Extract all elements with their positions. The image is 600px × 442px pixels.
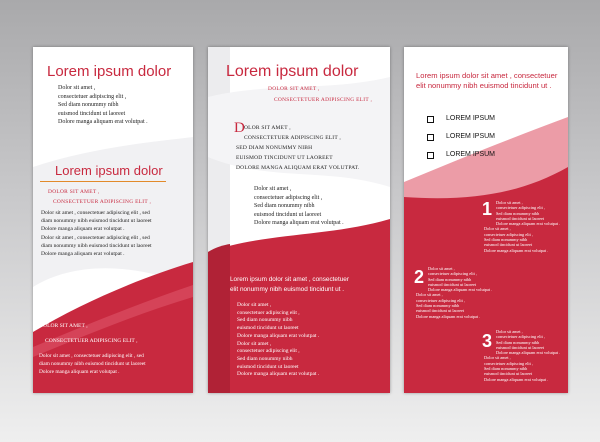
step-line: Dolor sit amet , xyxy=(484,355,511,361)
bottom-line: consectetuer adipiscing elit , xyxy=(237,348,300,355)
step-line: Dolore manga aliquam erat volutpat . xyxy=(416,313,481,319)
bottom-line: Sed diam nonummy nibh xyxy=(237,317,293,324)
step-line: euismod tincidunt ut laoreet xyxy=(484,242,533,248)
step-line: Dolor sit amet , xyxy=(428,266,455,271)
bottom-line: diam nonummy nibh euismod tincidunt ut laoreet xyxy=(39,361,146,367)
panel-middle-caption-2: CONSECTETUER ADIPISCING ELIT , xyxy=(274,97,373,103)
step-3-text xyxy=(484,329,560,382)
checklist-label-1: LOREM IPSUM xyxy=(446,115,496,122)
panel-left-subtitle: Lorem ipsum dolor xyxy=(55,163,163,178)
step-line: euismod tincidunt ut laoreet xyxy=(484,371,533,377)
step-number-1: 1 xyxy=(482,199,493,219)
step-1-text xyxy=(484,200,560,253)
bottom-line: Dolor sit amet , xyxy=(237,340,272,347)
bottom-line: Dolore manga aliquam erat volutpat . xyxy=(39,369,120,375)
step-line: Dolore manga aliquam erat volutpat . xyxy=(496,350,561,356)
bottom-line: Dolore manga aliquam erat volutpat . xyxy=(237,332,320,339)
orange-rule xyxy=(40,181,166,182)
panel-left-caps-2: CONSECTETUER ADIPISCING ELIT , xyxy=(45,338,138,344)
step-line: euismod tincidunt ut laoreet xyxy=(496,215,545,221)
intro-line: Sed diam nonummy nibh xyxy=(58,102,119,109)
checkbox-2[interactable] xyxy=(427,134,434,141)
mid-line: consectetuer adipiscing elit , xyxy=(254,194,323,201)
paragraph-line: diam nonummy nibh euismod tincidunt ut laoreet xyxy=(41,218,152,225)
step-line: Dolor sit amet , xyxy=(496,329,523,334)
brochure-panel-right xyxy=(404,47,568,393)
bottom-line: Dolor sit amet , xyxy=(237,302,272,308)
step-line: Dolor sit amet , xyxy=(496,200,523,205)
panel-right-heading xyxy=(416,71,557,91)
step-line: consectetuer adipiscing elit , xyxy=(416,297,465,303)
step-line: Sed diam nonummy nibh xyxy=(484,237,528,243)
mid-line: Sed diam nonummy nibh xyxy=(254,203,315,210)
intro-line: Dolore manga aliquam erat volutpat . xyxy=(58,119,148,126)
step-line: Dolor sit amet , xyxy=(416,292,443,298)
bottom-line: Sed diam nonummy nibh xyxy=(237,355,293,362)
bottom-line: Dolore manga aliquam erat volutpat . xyxy=(237,371,320,378)
step-line: consectetuer adipiscing elit , xyxy=(484,231,533,237)
caps-line: DOLORE MANGA ALIQUAM ERAT VOLUTPAT. xyxy=(236,165,360,171)
caps-line: EUISMOD TINCIDUNT UT LAOREET xyxy=(236,155,333,161)
checklist-label-3: LOREM IPSUM xyxy=(446,151,496,158)
step-line: Dolor sit amet , xyxy=(484,226,511,232)
paragraph-line: Dolor sit amet , consectetuer adipiscing elit , sed xyxy=(41,210,150,216)
panel-middle-bottom-text xyxy=(237,302,319,379)
caps-line: CONSECTETUER ADIPISCING ELIT , xyxy=(244,135,341,141)
panel-left-caption-2: CONSECTETUER ADIPISCING ELIT , xyxy=(53,199,152,205)
mid-line: euismod tincidunt ut laoreet xyxy=(254,211,322,218)
panel-left-paragraph xyxy=(41,209,152,258)
step-line: euismod tincidunt ut laoreet xyxy=(496,344,545,350)
paragraph-line: diam nonummy nibh euismod tincidunt ut laoreet xyxy=(41,242,152,249)
step-number-2: 2 xyxy=(414,267,425,287)
bottom-line: euismod tincidunt ut laoreet xyxy=(237,325,299,332)
intro-line: consectetuer adipiscing elit , xyxy=(58,93,127,100)
panel-left-title: Lorem ipsum dolor xyxy=(47,63,172,80)
bottom-line: euismod tincidunt ut laoreet xyxy=(237,363,299,370)
mid-line: Dolore manga aliquam erat volutpat . xyxy=(254,220,344,227)
bottom-line: Dolor sit amet , consectetuer adipiscing elit , sed xyxy=(39,353,144,359)
panel-middle-text xyxy=(254,185,344,228)
panel-middle-title: Lorem ipsum dolor xyxy=(226,63,359,80)
checkbox-1[interactable] xyxy=(427,116,434,123)
heading-line: elit nonummy nibh euismod tincidunt ut . xyxy=(416,81,552,90)
panel-left-caps-1: DOLOR SIT AMET , xyxy=(39,323,88,329)
step-line: consectetuer adipiscing elit , xyxy=(484,360,533,366)
red-heading-line: Lorem ipsum dolor sit amet , consectetuer xyxy=(230,276,349,283)
step-line: Dolore manga aliquam erat volutpat . xyxy=(484,376,549,382)
caps-line: OLOR SIT AMET , xyxy=(244,125,291,131)
mid-line: Dolor sit amet , xyxy=(254,186,292,192)
checkbox-3[interactable] xyxy=(427,152,434,159)
panel-middle-caption-1: DOLOR SIT AMET , xyxy=(268,86,320,92)
step-line: Dolore manga aliquam erat volutpat . xyxy=(428,287,493,293)
panel-middle-red-heading xyxy=(230,275,349,294)
panel-left-intro xyxy=(58,84,148,127)
step-line: consectetuer adipiscing elit , xyxy=(496,205,545,211)
step-line: Sed diam nonummy nibh xyxy=(496,339,540,345)
panel-left-bottom-text xyxy=(39,352,146,376)
step-line: Sed diam nonummy nibh xyxy=(416,303,460,309)
paragraph-line: Dolore manga aliquam erat volutpat . xyxy=(41,251,125,258)
step-2-text xyxy=(416,266,492,319)
caps-line: SED DIAM NONUMMY NIBH xyxy=(236,145,313,151)
step-line: Dolore manga aliquam erat volutpat . xyxy=(496,221,561,227)
brochure-panel-middle xyxy=(208,47,390,393)
step-line: consectetuer adipiscing elit , xyxy=(496,334,545,340)
red-heading-line: elit nonummy nibh euismod tincidunt ut . xyxy=(230,285,345,293)
step-line: Dolore manga aliquam erat volutpat . xyxy=(484,247,549,253)
step-line: Sed diam nonummy nibh xyxy=(496,210,540,216)
brochure-panel-left xyxy=(33,47,193,393)
bottom-line: consectetuer adipiscing elit , xyxy=(237,309,300,316)
drop-cap: D xyxy=(234,120,245,136)
step-line: euismod tincidunt ut laoreet xyxy=(416,308,465,314)
paragraph-line: Dolore manga aliquam erat volutpat . xyxy=(41,226,125,233)
step-line: Sed diam nonummy nibh xyxy=(484,366,528,372)
panel-middle-caps-block xyxy=(236,123,360,173)
intro-line: Dolor sit amet , xyxy=(58,85,96,91)
checklist-label-2: LOREM IPSUM xyxy=(446,133,496,140)
paragraph-line: Dolor sit amet , consectetuer adipiscing elit , sed xyxy=(41,234,150,241)
step-line: euismod tincidunt ut laoreet xyxy=(428,281,477,287)
step-number-3: 3 xyxy=(482,331,493,351)
step-line: Sed diam nonummy nibh xyxy=(428,276,472,282)
heading-line: Lorem ipsum dolor sit amet , consectetuer xyxy=(416,71,558,80)
panel-left-caption-1: DOLOR SIT AMET , xyxy=(48,189,100,195)
intro-line: euismod tincidunt ut laoreet xyxy=(58,110,126,117)
step-line: consectetuer adipiscing elit , xyxy=(428,271,477,277)
